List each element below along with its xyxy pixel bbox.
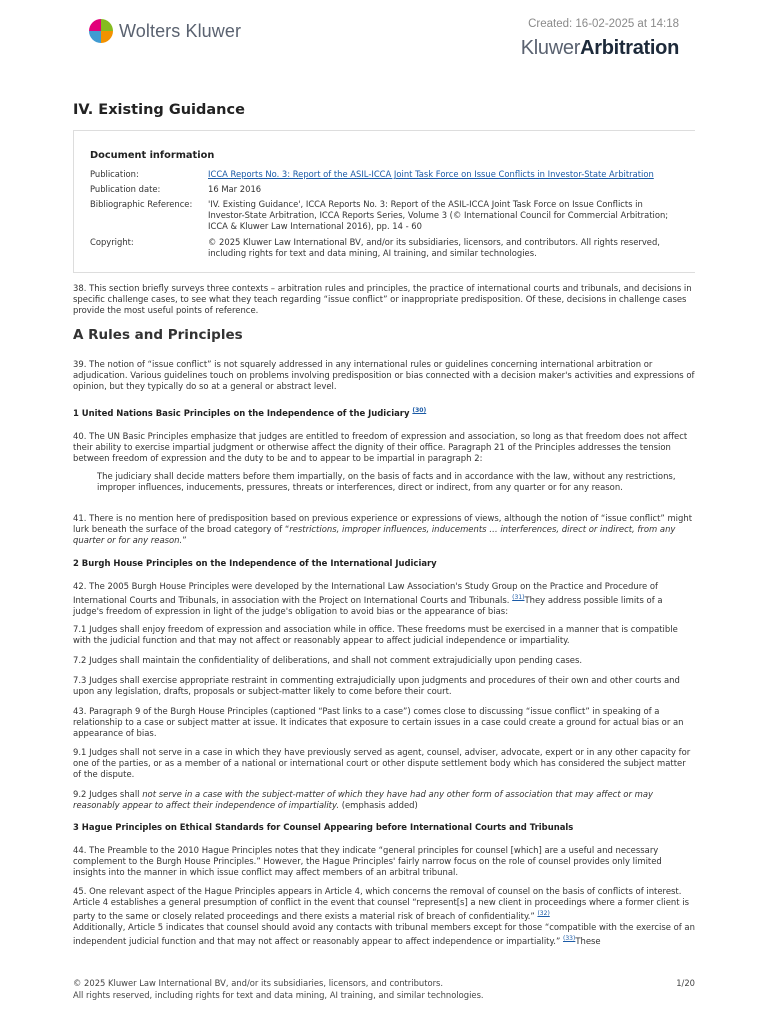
principle-9-2-emphasis: (emphasis added) xyxy=(339,800,418,810)
paragraph-41-end: ” xyxy=(182,535,187,545)
wolters-kluwer-logo[interactable] xyxy=(89,18,241,44)
wolters-kluwer-logo-icon xyxy=(89,19,113,43)
bibliographic-label: Bibliographic Reference: xyxy=(90,199,193,209)
paragraph-45-text-cont: Additionally, Article 5 indicates that counsel should avoid any contacts with tribunal members except for those “compatible with the exercise of an independent judicial function and that may not affect or reasonably appear to affect independence or impartiality.” xyxy=(73,921,695,946)
paragraph-41-text: 41. There is no mention here of predisposition based on previous experience or expressions of views, although the notion of “issue conflict” might lurk beneath the surface of the broad category of “ xyxy=(73,513,693,534)
docinfo-heading: Document information xyxy=(90,150,215,161)
publication-date-label: Publication date: xyxy=(90,184,161,194)
created-timestamp: Created: 16-02-2025 at 14:18 xyxy=(528,18,679,30)
paragraph-45-text-end: These xyxy=(575,935,601,946)
paragraph-39: 39. The notion of “issue conflict” is not squarely addressed in any international rules or guidelines concerning international arbitration or adjudication. Various guidelines touch on problems involving predisposition or bias connected with a decision maker's activities and expressions of opinion, but they typically do so at a general or abstract level. xyxy=(73,359,695,391)
copyright-label: Copyright: xyxy=(90,237,134,247)
page-footer xyxy=(73,977,695,1001)
docinfo-row-bibliographic xyxy=(90,199,680,233)
principle-9-2 xyxy=(73,789,695,811)
copyright-value: © 2025 Kluwer Law International BV, and/or its subsidiaries, licensors, and contributors. All rights reserved, including rights for text and data mining, AI training, and similar technologies. xyxy=(208,237,660,258)
page-header xyxy=(0,0,768,80)
paragraph-45-text: 45. One relevant aspect of the Hague Principles appears in Article 4, which concerns the removal of counsel on the basis of conflicts of interest. Article 4 establishes a general presumption of conflict in the event that counsel “represent[s] a new client in proceedings where a former client is party to the same or closely related proceedings and there exists a material risk of breach of confidentiality.” xyxy=(73,886,689,921)
subsection-heading-2: 2 Burgh House Principles on the Independence of the International Judiciary xyxy=(73,558,437,568)
docinfo-row-date xyxy=(90,184,680,196)
section-heading-a: A Rules and Principles xyxy=(73,327,243,343)
footnote-30-link[interactable]: (30) xyxy=(412,407,427,414)
page-title: IV. Existing Guidance xyxy=(73,102,245,118)
footnote-32-link[interactable]: (32) xyxy=(537,910,550,917)
document-information-box xyxy=(73,130,695,273)
subsection-heading-1 xyxy=(73,405,426,419)
paragraph-42 xyxy=(73,581,695,617)
publication-date-value: 16 Mar 2016 xyxy=(208,184,262,194)
principle-7-3: 7.3 Judges shall exercise appropriate restraint in commenting extrajudicially upon judgments and procedures of their own and other courts and upon any legislation, drafts, proposals or subject-matter likely to come before their court. xyxy=(73,675,680,696)
principle-9-2-italic: not serve in a case with the subject-matter of which they have had any other form of association that may affect or may reasonably appear to affect their independence of impartiality. xyxy=(73,789,654,810)
brand-bold: Arbitration xyxy=(580,37,679,59)
principle-7-1: 7.1 Judges shall enjoy freedom of expression and association while in office. These freedoms must be exercised in a manner that is compatible with the judicial function and that may not affect or reasonably appear to affect judicial independence or impartiality. xyxy=(73,624,678,645)
publication-link[interactable]: ICCA Reports No. 3: Report of the ASIL-ICCA Joint Task Force on Issue Conflicts in Investor-State Arbitration xyxy=(208,169,654,179)
publication-label: Publication: xyxy=(90,169,139,179)
docinfo-row-copyright xyxy=(90,237,680,261)
paragraph-43: 43. Paragraph 9 of the Burgh House Principles (captioned “Past links to a case”) comes close to discussing “issue conflict” in speaking of a relationship to a case or subject matter at issue. It indicates that exposure to certain issues in a case could create a ground for actual bias or an appearance of bias. xyxy=(73,706,684,738)
footnote-31-link[interactable]: (31) xyxy=(512,594,525,601)
paragraph-42-text: 42. The 2005 Burgh House Principles were developed by the International Law Association's Study Group on the Practice and Procedure of International Courts and Tribunals, in association with the Project on International Courts and Tribunals. xyxy=(73,581,658,605)
footer-copyright-line-1: © 2025 Kluwer Law International BV, and/or its subsidiaries, licensors, and contributors. xyxy=(73,978,444,988)
paragraph-45 xyxy=(73,886,695,947)
principle-9-1: 9.1 Judges shall not serve in a case in which they have previously served as agent, counsel, adviser, advocate, expert or in any other capacity for one of the parties, or as a member of a national or international court or other dispute settlement body which has considered the subject matter of the dispute. xyxy=(73,747,691,779)
docinfo-row-publication xyxy=(90,169,680,181)
paragraph-41-italic: restrictions, improper influences, inducements … interferences, direct or indirect, from any quarter or for any reason. xyxy=(73,524,676,545)
subsection-heading-3: 3 Hague Principles on Ethical Standards for Counsel Appearing before International Courts and Tribunals xyxy=(73,822,574,832)
footnote-33-link[interactable]: (33) xyxy=(563,934,576,942)
subsection-heading-1-text: 1 United Nations Basic Principles on the Independence of the Judiciary xyxy=(73,407,410,418)
kluwer-arbitration-brand[interactable] xyxy=(521,37,679,60)
brand-light: Kluwer xyxy=(520,37,581,59)
paragraph-44: 44. The Preamble to the 2010 Hague Principles notes that they indicate “general principles for counsel [which] are a useful and necessary complement to the Burgh House Principles.” However, the Hague Principles' fairly narrow focus on the role of counsel provides only limited insights into the manner in which issue conflict may affect members of an arbitral tribunal. xyxy=(73,845,662,877)
principle-7-2: 7.2 Judges shall maintain the confidentiality of deliberations, and shall not comment extrajudicially upon pending cases. xyxy=(73,655,583,665)
principle-9-2-text: 9.2 Judges shall xyxy=(73,789,143,799)
bibliographic-value: 'IV. Existing Guidance', ICCA Reports No. 3: Report of the ASIL-ICCA Joint Task Force on Issue Conflicts in Investor-State Arbitration, ICCA Reports Series, Volume 3 (© International Council for Commercial Arbitration; ICCA & Kluwer Law International 2016), pp. 14 - 60 xyxy=(208,199,669,231)
logo-text: Wolters Kluwer xyxy=(119,20,242,41)
page-number: 1/20 xyxy=(676,978,695,988)
paragraph-42-text-cont: They address possible limits of a judge's freedom of expression in light of the judge's obligation to avoid bias or the appearance of bias: xyxy=(73,594,663,616)
paragraph-41 xyxy=(73,513,695,546)
paragraph-38: 38. This section briefly surveys three contexts – arbitration rules and principles, the practice of international courts and tribunals, and decisions in specific challenge cases, to see what they teach regarding “issue conflict” or inappropriate predisposition. Of these, decisions in challenge cases provide the most useful points of reference. xyxy=(73,283,692,315)
block-quote-un-principles: The judiciary shall decide matters before them impartially, on the basis of facts and in accordance with the law, without any restrictions, improper influences, inducements, pressures, threats or interferences, direct or indirect, from any quarter or for any reason. xyxy=(97,471,676,492)
paragraph-40: 40. The UN Basic Principles emphasize that judges are entitled to freedom of expression and association, so long as that freedom does not affect their ability to exercise impartial judgment or otherwise affect the dignity of their office. Paragraph 21 of the Principles addresses the tension between freedom of expression and the duty to be and to appear to be impartial in paragraph 2: xyxy=(73,431,688,463)
footer-copyright-line-2: All rights reserved, including rights for text and data mining, AI training, and similar technologies. xyxy=(73,990,484,1000)
